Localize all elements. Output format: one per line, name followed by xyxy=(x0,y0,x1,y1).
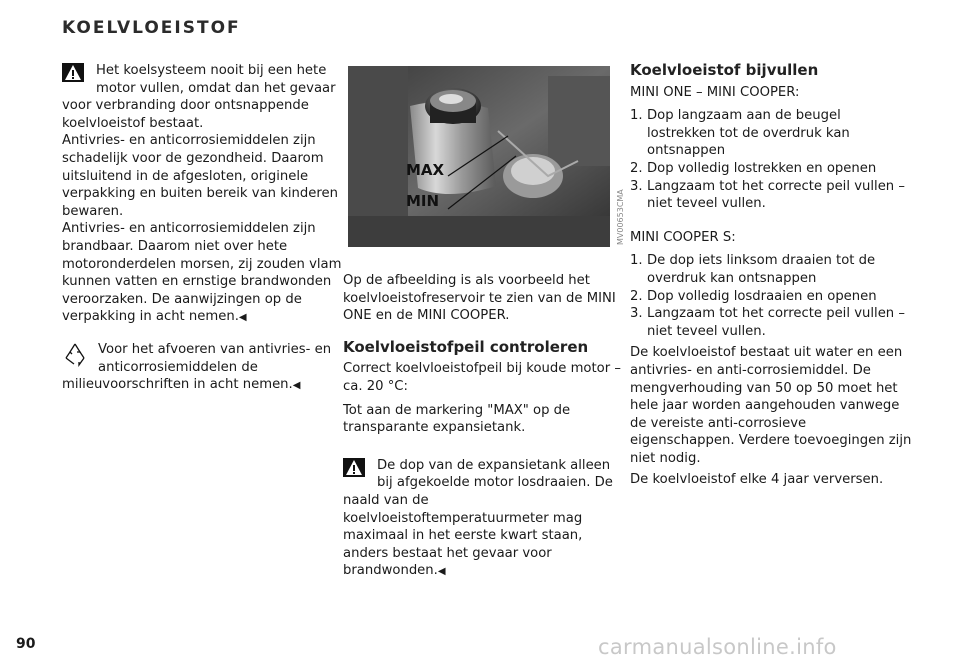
end-mark: ◀ xyxy=(437,566,446,578)
heading-refill: Koelvloeistof bijvullen xyxy=(630,61,819,79)
list-item: 1. Dop langzaam aan de beugel lostrekken tot de overdruk kan ontsnappen xyxy=(630,108,850,159)
end-mark: ◀ xyxy=(292,380,301,392)
column-middle xyxy=(343,272,621,581)
max-label: MAX xyxy=(406,161,445,179)
warning-icon xyxy=(62,63,84,82)
coolant-reservoir-photo xyxy=(348,66,610,247)
paragraph: Antivries- en anticorrosiemiddelen zijn schadelijk voor de gezondheid. Daarom uitsluitend in de afgesloten, originele verpakking en buiten bereik van kinderen bewaren. xyxy=(62,133,338,219)
heading-check-level: Koelvloeistofpeil controleren xyxy=(343,337,589,356)
paragraph: De koelvloeistof bestaat uit water en een antivries- en anti-corrosiemiddel. De mengverhouding van 50 op 50 moet het hele jaar worden aangehouden vanwege de vereiste anti-corrosieve eigenschappen. Verdere toevoegingen zijn niet nodig. xyxy=(630,345,912,466)
column-right xyxy=(630,62,912,489)
list-item: 1. De dop iets linksom draaien tot de overdruk kan ontsnappen xyxy=(630,253,876,286)
end-mark: ◀ xyxy=(238,312,247,324)
paragraph-text: Antivries- en anticorrosiemiddelen zijn brandbaar. Daarom niet over hete motoronderdelen morsen, zij zouden vlam kunnen vatten en ernstige brandwonden veroorzaken. De aanwijzingen op de verpakking in acht nemen. xyxy=(62,221,342,325)
environment-paragraph xyxy=(62,341,342,395)
page-number: 90 xyxy=(16,636,36,652)
warning-icon xyxy=(343,458,365,477)
subheading: MINI ONE – MINI COOPER: xyxy=(630,84,800,100)
paragraph: Correct koelvloeistofpeil bij koude motor – ca. 20 °C: xyxy=(343,361,621,394)
list-item: 3. Langzaam tot het correcte peil vullen – niet teveel vullen. xyxy=(630,306,905,339)
paragraph: Tot aan de markering "MAX" op de transparante expansietank. xyxy=(343,402,571,436)
watermark: carmanualsonline.info xyxy=(598,635,837,659)
list-item: 2. Dop volledig lostrekken en openen xyxy=(630,160,877,176)
paragraph xyxy=(62,220,342,327)
subheading: MINI COOPER S: xyxy=(630,229,736,245)
steps-list xyxy=(630,252,912,340)
figure-caption: Op de afbeelding is als voorbeeld het koelvloeistofreservoir te zien van de MINI ONE en de MINI COOPER. xyxy=(343,273,616,324)
figure-code: MV00653CMA xyxy=(616,189,625,245)
list-item: 2. Dop volledig losdraaien en openen xyxy=(630,288,877,304)
column-left xyxy=(62,62,342,395)
list-item: 3. Langzaam tot het correcte peil vullen – niet teveel vullen. xyxy=(630,178,905,212)
environment-text: Voor het afvoeren van antivries- en anticorrosiemiddelen de milieuvoorschriften in acht nemen. xyxy=(62,341,332,393)
warning-paragraph xyxy=(62,62,342,132)
paragraph: De koelvloeistof elke 4 jaar verversen. xyxy=(630,472,884,488)
min-label: MIN xyxy=(406,192,440,210)
warning-text: Het koelsysteem nooit bij een hete motor vullen, omdat dan het gevaar voor verbranding door ontsnappende koelvloeistof bestaat. xyxy=(62,63,336,131)
recycle-icon xyxy=(62,341,88,367)
steps-list xyxy=(630,107,912,213)
warning-text: De dop van de expansietank alleen bij afgekoelde motor losdraaien. De naald van de koelvloeistoftemperatuurmeter mag maximaal in het eerste kwart staan, anders bestaat het gevaar voor brandwonden. xyxy=(343,457,613,579)
warning-paragraph xyxy=(343,457,621,581)
section-title: KOELVLOEISTOF xyxy=(62,18,241,38)
